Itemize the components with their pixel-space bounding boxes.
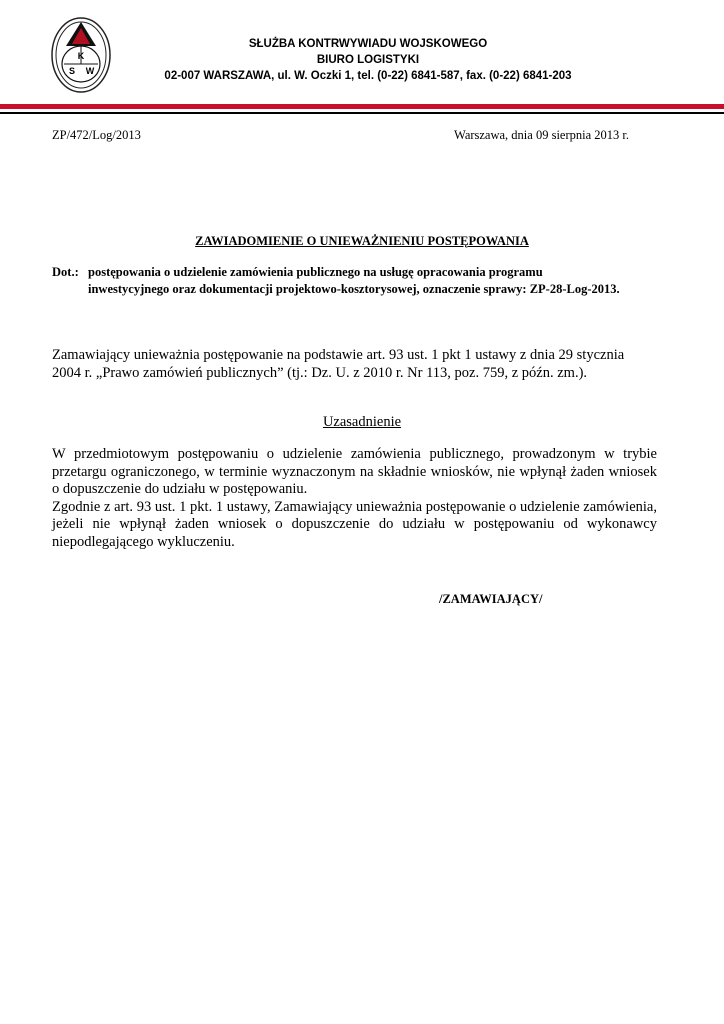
logo-letter-s: S	[68, 66, 76, 76]
document-date: Warszawa, dnia 09 sierpnia 2013 r.	[454, 128, 629, 142]
organization-header	[118, 36, 618, 84]
org-name: SŁUŻBA KONTRWYWIADU WOJSKOWEGO	[248, 38, 488, 50]
justification-heading: Uzasadnienie	[322, 414, 402, 430]
subject-line-2: inwestycyjnego oraz dokumentacji projektowo-kosztorysowej, oznaczenie sprawy: ZP-28-Log-2013.	[88, 282, 620, 296]
logo-letter-k: K	[77, 51, 85, 61]
signature: /ZAMAWIAJĄCY/	[439, 592, 543, 606]
header-red-rule	[0, 104, 724, 109]
subject-label: Dot.:	[52, 265, 79, 279]
skw-logo	[50, 16, 112, 94]
justification-paragraph-2: Zgodnie z art. 93 ust. 1 pkt. 1 ustawy, Zamawiający unieważnia postępowanie o udzielenie zamówienia, jeżeli nie wpłynął żaden wniosek o dopuszczenie do udziału w postępowaniu od wykonawcy niepodlegającego wykluczeniu.	[52, 498, 657, 550]
org-address: 02-007 WARSZAWA, ul. W. Oczki 1, tel. (0-22) 6841-587, fax. (0-22) 6841-203	[164, 70, 572, 82]
subject-block	[52, 264, 657, 298]
document-title: ZAWIADOMIENIE O UNIEWAŻNIENIU POSTĘPOWANIA	[195, 234, 529, 248]
reference-number: ZP/472/Log/2013	[52, 128, 141, 142]
logo-letter-w: W	[85, 66, 95, 76]
decision-paragraph: Zamawiający unieważnia postępowanie na podstawie art. 93 ust. 1 pkt 1 ustawy z dnia 29 stycznia 2004 r. „Prawo zamówień publicznych” (tj.: Dz. U. z 2010 r. Nr 113, poz. 759, z późn. zm.).	[52, 347, 625, 381]
header-black-rule	[0, 112, 724, 114]
subject-line-1: postępowania o udzielenie zamówienia publicznego na usługę opracowania programu	[88, 265, 543, 279]
justification-body	[52, 446, 657, 551]
skw-emblem-icon	[50, 16, 112, 94]
justification-paragraph-1: W przedmiotowym postępowaniu o udzielenie zamówienia publicznego, prowadzonym w trybie przetargu ograniczonego, w terminie wyznaczonym na składnie wniosków, nie wpłynął żaden wniosek o dopuszczenie do udziału w postępowaniu.	[52, 446, 657, 497]
org-department: BIURO LOGISTYKI	[316, 54, 420, 66]
